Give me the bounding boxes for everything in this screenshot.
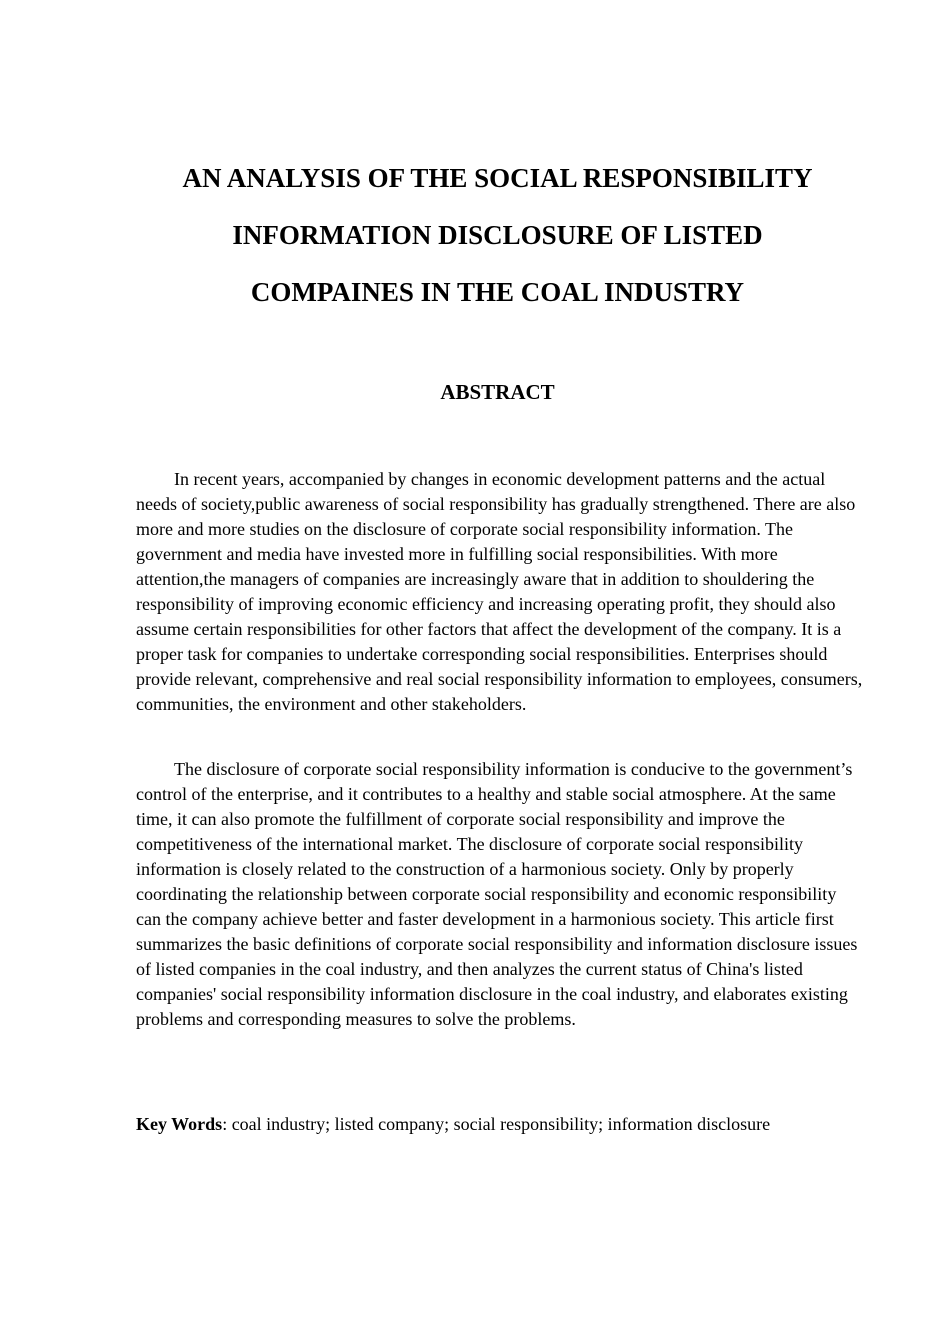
keywords-label: Key Words (136, 1114, 223, 1134)
title-line-3: COMPAINES IN THE COAL INDUSTRY (250, 277, 745, 307)
title-line-1: AN ANALYSIS OF THE SOCIAL RESPONSIBILITY (182, 163, 813, 193)
keywords-text: : coal industry; listed company; social responsibility; information disclosure (222, 1114, 771, 1134)
keywords-line (136, 1112, 864, 1137)
abstract-heading: ABSTRACT (440, 380, 555, 404)
document-title (100, 150, 895, 321)
abstract-paragraph-1: In recent years, accompanied by changes in economic development patterns and the actual needs of society,public awareness of social responsibility has gradually strengthened. There are also more and more studies on the disclosure of corporate social responsibility information. The government and media have invested more in fulfilling social responsibilities. With more attention,the managers of companies are increasingly aware that in addition to shouldering the responsibility of improving economic efficiency and increasing operating profit, they should also assume certain responsibilities for other factors that affect the development of the company. It is a proper task for companies to undertake corresponding social responsibilities. Enterprises should provide relevant, comprehensive and real social responsibility information to employees, consumers, communities, the environment and other stakeholders. (136, 469, 863, 714)
title-line-2: INFORMATION DISCLOSURE OF LISTED (232, 220, 763, 250)
abstract-paragraph-2: The disclosure of corporate social responsibility information is conducive to the government’s control of the enterprise, and it contributes to a healthy and stable social atmosphere. At the same time, it can also promote the fulfillment of corporate social responsibility and improve the competitiveness of the international market. The disclosure of corporate social responsibility information is closely related to the construction of a harmonious society. Only by properly coordinating the relationship between corporate social responsibility and economic responsibility can the company achieve better and faster development in a harmonious society. This article first summarizes the basic definitions of corporate social responsibility and information disclosure issues of listed companies in the coal industry, and then analyzes the current status of China's listed companies' social responsibility information disclosure in the coal industry, and elaborates existing problems and corresponding measures to solve the problems. (136, 759, 858, 1029)
